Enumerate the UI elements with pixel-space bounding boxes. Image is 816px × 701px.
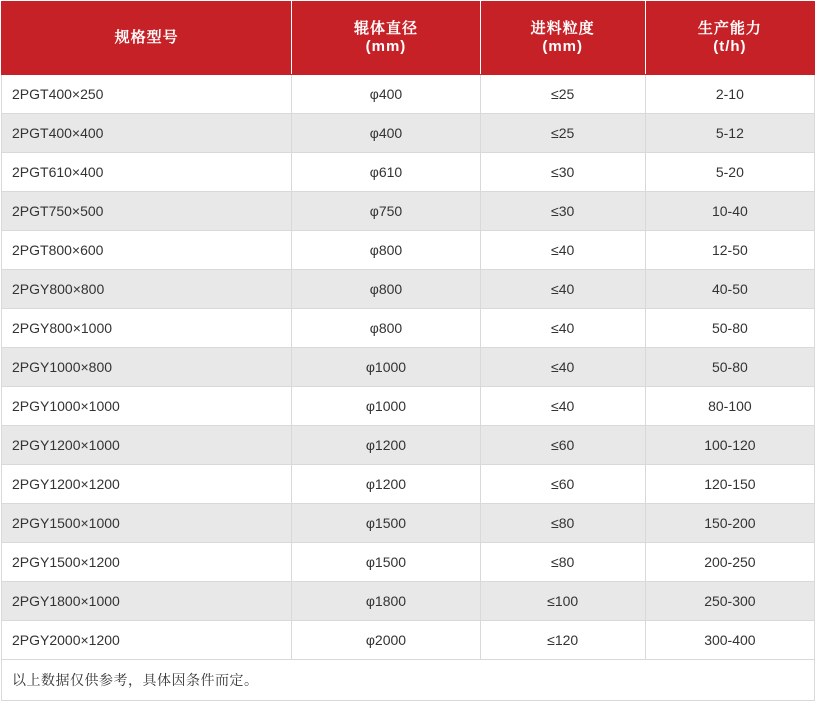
cell-capacity: 150-200: [645, 504, 814, 543]
cell-feed: ≤80: [480, 504, 645, 543]
header-row: [2, 2, 815, 75]
cell-feed: ≤40: [480, 348, 645, 387]
cell-diameter: φ1500: [292, 504, 480, 543]
table-row: [2, 75, 815, 114]
cell-model: 2PGT800×600: [2, 231, 292, 270]
cell-model: 2PGY800×800: [2, 270, 292, 309]
cell-feed: ≤30: [480, 153, 645, 192]
cell-model: 2PGY1500×1200: [2, 543, 292, 582]
table-body: [2, 75, 815, 701]
cell-diameter: φ750: [292, 192, 480, 231]
table-row: [2, 348, 815, 387]
cell-diameter: φ800: [292, 309, 480, 348]
cell-diameter: φ1800: [292, 582, 480, 621]
cell-model: 2PGY1200×1000: [2, 426, 292, 465]
cell-feed: ≤80: [480, 543, 645, 582]
table-row: [2, 309, 815, 348]
table-row: [2, 114, 815, 153]
table-row: [2, 621, 815, 660]
header-line-1: 进料粒度: [530, 20, 595, 37]
cell-diameter: φ1200: [292, 426, 480, 465]
table-row: [2, 270, 815, 309]
cell-model: 2PGY1800×1000: [2, 582, 292, 621]
cell-diameter: φ1000: [292, 348, 480, 387]
cell-capacity: 100-120: [645, 426, 814, 465]
cell-diameter: φ1500: [292, 543, 480, 582]
cell-model: 2PGY2000×1200: [2, 621, 292, 660]
table-row: [2, 387, 815, 426]
cell-capacity: 300-400: [645, 621, 814, 660]
header-line-2: (mm): [542, 38, 583, 55]
cell-model: 2PGY1000×1000: [2, 387, 292, 426]
table-row: [2, 426, 815, 465]
table-row: [2, 465, 815, 504]
cell-diameter: φ1200: [292, 465, 480, 504]
cell-capacity: 12-50: [645, 231, 814, 270]
cell-capacity: 50-80: [645, 309, 814, 348]
cell-capacity: 10-40: [645, 192, 814, 231]
table-row: [2, 153, 815, 192]
cell-feed: ≤30: [480, 192, 645, 231]
cell-capacity: 80-100: [645, 387, 814, 426]
column-header-capacity: [645, 2, 814, 75]
table-row: [2, 543, 815, 582]
header-line-2: (mm): [365, 38, 407, 55]
cell-capacity: 50-80: [645, 348, 814, 387]
column-header-roller-diameter: [292, 2, 480, 75]
cell-feed: ≤60: [480, 426, 645, 465]
cell-diameter: φ2000: [292, 621, 480, 660]
cell-diameter: φ800: [292, 231, 480, 270]
header-line-1: 规格型号: [114, 29, 179, 46]
cell-model: 2PGY1200×1200: [2, 465, 292, 504]
table-row: [2, 582, 815, 621]
cell-model: 2PGT610×400: [2, 153, 292, 192]
cell-feed: ≤40: [480, 387, 645, 426]
table-row: [2, 504, 815, 543]
column-header-model: [2, 2, 292, 75]
cell-diameter: φ1000: [292, 387, 480, 426]
cell-capacity: 250-300: [645, 582, 814, 621]
table-row: [2, 231, 815, 270]
cell-feed: ≤25: [480, 75, 645, 114]
cell-feed: ≤40: [480, 270, 645, 309]
cell-feed: ≤25: [480, 114, 645, 153]
cell-diameter: φ400: [292, 75, 480, 114]
cell-capacity: 40-50: [645, 270, 814, 309]
table-header: [2, 2, 815, 75]
cell-model: 2PGT400×400: [2, 114, 292, 153]
cell-feed: ≤60: [480, 465, 645, 504]
footnote-row: [2, 660, 815, 701]
footnote-text: 以上数据仅供参考，具体因条件而定。: [2, 660, 815, 701]
table-row: [2, 192, 815, 231]
cell-model: 2PGT400×250: [2, 75, 292, 114]
cell-feed: ≤100: [480, 582, 645, 621]
cell-model: 2PGY1000×800: [2, 348, 292, 387]
cell-feed: ≤40: [480, 231, 645, 270]
header-line-2: (t/h): [713, 38, 747, 55]
cell-diameter: φ610: [292, 153, 480, 192]
cell-capacity: 200-250: [645, 543, 814, 582]
cell-feed: ≤120: [480, 621, 645, 660]
header-line-1: 辊体直径: [353, 20, 418, 37]
header-line-1: 生产能力: [697, 20, 762, 37]
cell-model: 2PGY800×1000: [2, 309, 292, 348]
cell-model: 2PGT750×500: [2, 192, 292, 231]
cell-model: 2PGY1500×1000: [2, 504, 292, 543]
cell-capacity: 5-20: [645, 153, 814, 192]
column-header-feed-size: [480, 2, 645, 75]
cell-diameter: φ800: [292, 270, 480, 309]
cell-capacity: 2-10: [645, 75, 814, 114]
cell-diameter: φ400: [292, 114, 480, 153]
cell-capacity: 120-150: [645, 465, 814, 504]
specification-table: [1, 1, 815, 701]
cell-feed: ≤40: [480, 309, 645, 348]
cell-capacity: 5-12: [645, 114, 814, 153]
